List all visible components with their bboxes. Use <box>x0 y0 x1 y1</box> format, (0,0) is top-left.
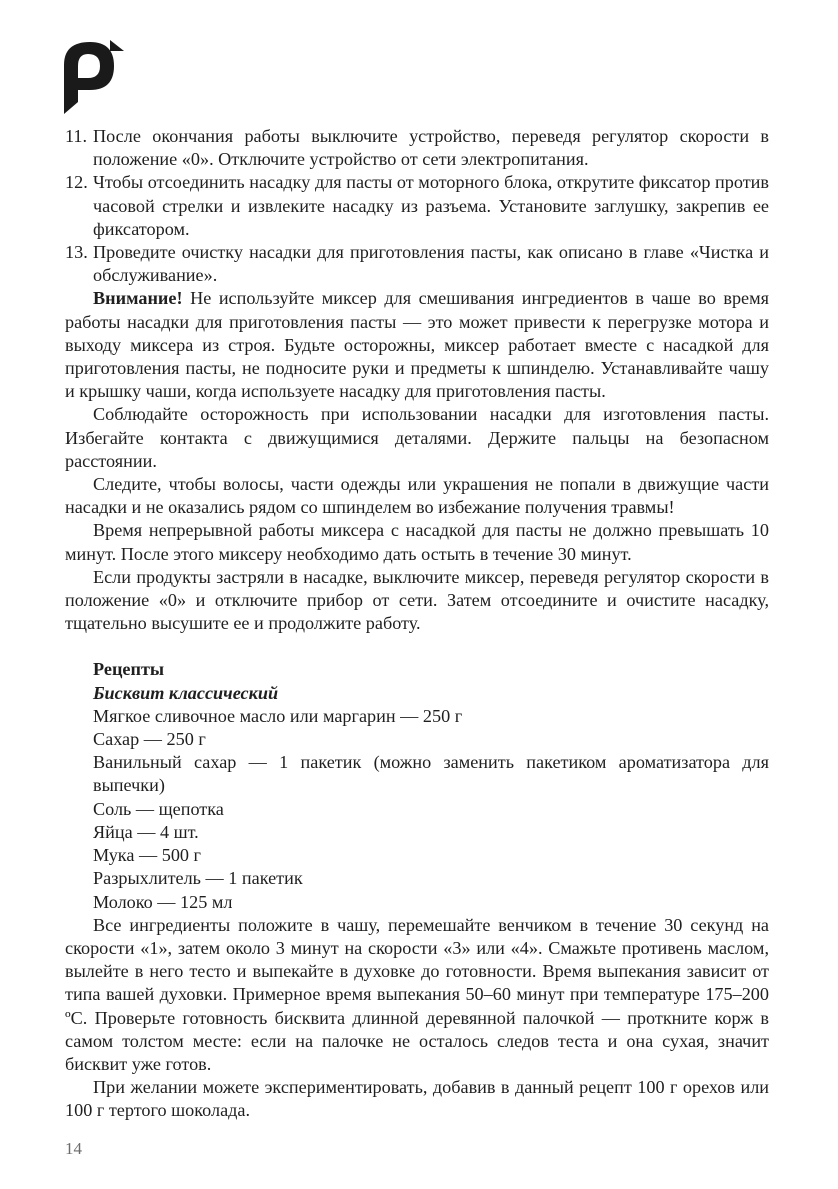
warning-text: Не используйте миксер для смешивания ингредиентов в чаше во время работы насадки для приготовления пасты — это может привести к перегрузке мотора и выходу миксера из строя. Будьте осторожны, миксер работает вместе с насадкой для приготовления пасты, не подносите руки и предметы к шпинделю. Устанавливайте чашу и крышку чаши, когда используете насадку для приготовления пасты. <box>65 288 769 402</box>
ingredient: Молоко — 125 мл <box>93 891 233 912</box>
page-content <box>65 125 769 1123</box>
list-item-11 <box>65 125 769 171</box>
warning-paragraph <box>65 287 769 403</box>
brand-logo <box>64 38 128 114</box>
paragraph: Следите, чтобы волосы, части одежды или украшения не попали в движущие части насадки и не оказались рядом со шпинделем во избежание получения травмы! <box>65 474 769 518</box>
list-number: 11. <box>65 126 88 146</box>
recipe-instructions: Все ингредиенты положите в чашу, перемешайте венчиком в течение 30 секунд на скорости «1», затем около 3 минут на скорости «3» или «4». Смажьте противень маслом, вылейте в него тесто и выпекайте в духовке до готовности. Время выпекания зависит от типа вашей духовки. Примерное время выпекания 50–60 минут при температуре 175–200 ºС. Проверьте готовность бисквита длинной деревянной палочкой — проткните корж в самом толстом месте: если на палочке не осталось следов теста и она сухая, значит бисквит уже готов. <box>65 914 769 1074</box>
page-number: 14 <box>65 1139 82 1158</box>
list-text: После окончания работы выключите устройство, переведя регулятор скорости в положение «0». Отключите устройство от сети электропитания. <box>93 126 769 170</box>
paragraph: Соблюдайте осторожность при использовании насадки для изготовления пасты. Избегайте контакта с движущимися деталями. Держите пальцы на безопасном расстоянии. <box>65 404 769 471</box>
ingredient: Сахар — 250 г <box>93 729 206 750</box>
ingredient: Ванильный сахар — 1 пакетик (можно заменить пакетиком ароматизатора для выпечки) <box>93 752 769 796</box>
list-item-12 <box>65 171 769 241</box>
ingredient: Соль — щепотка <box>93 798 224 819</box>
warning-label: Внимание! <box>93 288 183 309</box>
list-text: Проведите очистку насадки для приготовления пасты, как описано в главе «Чистка и обслуживание». <box>93 242 769 286</box>
ingredient: Мягкое сливочное масло или маргарин — 250 г <box>93 705 463 726</box>
list-number: 13. <box>65 242 88 263</box>
ingredient: Разрыхлитель — 1 пакетик <box>93 868 303 889</box>
recipe-note: При желании можете экспериментировать, добавив в данный рецепт 100 г орехов или 100 г тертого шоколада. <box>65 1077 769 1121</box>
list-number: 12. <box>65 172 88 193</box>
list-item-13 <box>65 241 769 287</box>
recipes-heading: Рецепты <box>93 659 165 680</box>
ingredient: Яйца — 4 шт. <box>93 821 199 842</box>
paragraph: Если продукты застряли в насадке, выключите миксер, переведя регулятор скорости в положение «0» и отключите прибор от сети. Затем отсоедините и очистите насадку, тщательно высушите ее и продолжите работу. <box>65 566 769 634</box>
list-text: Чтобы отсоединить насадку для пасты от моторного блока, открутите фиксатор против часовой стрелки и извлеките насадку из разъема. Установите заглушку, закрепив ее фиксатором. <box>93 172 769 239</box>
recipe-title: Бисквит классический <box>93 682 279 703</box>
paragraph: Время непрерывной работы миксера с насадкой для пасты не должно превышать 10 минут. После этого миксеру необходимо дать остыть в течение 30 минут. <box>65 520 769 564</box>
section-spacer <box>65 635 769 658</box>
ingredient: Мука — 500 г <box>93 845 202 866</box>
